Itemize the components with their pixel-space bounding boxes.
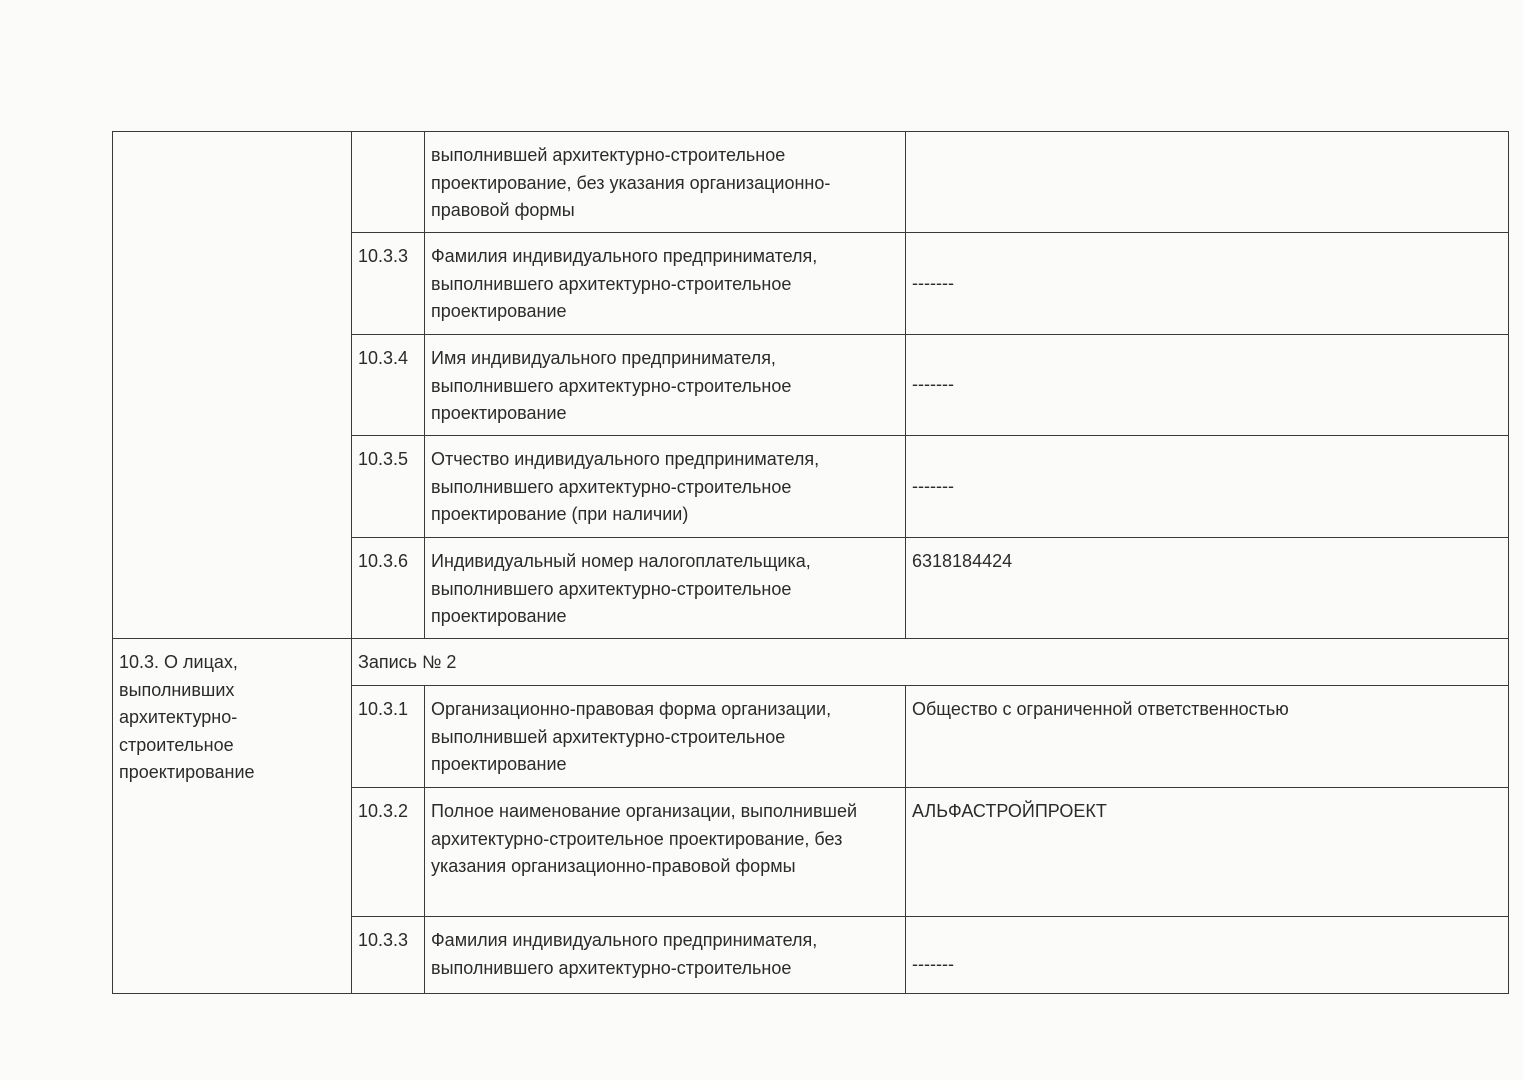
row-label: Организационно-правовая форма организации, выполнившей архитектурно-строительное проектирование	[425, 686, 906, 788]
row-value: Общество с ограниченной ответственностью	[906, 686, 1509, 788]
row-number: 10.3.3	[352, 917, 425, 994]
section-label: 10.3. О лицах, выполнивших архитектурно-строительное проектирование	[113, 639, 352, 994]
row-label: Индивидуальный номер налогоплательщика, выполнившего архитектурно-строительное проектирование	[425, 538, 906, 639]
row-number: 10.3.3	[352, 233, 425, 335]
row-label: Фамилия индивидуального предпринимателя, выполнившего архитектурно-строительное	[425, 917, 906, 994]
row-value: 6318184424	[906, 538, 1509, 639]
table-row	[113, 132, 1509, 233]
project-info-table	[112, 131, 1509, 994]
row-value: -------	[906, 917, 1509, 994]
row-value	[906, 132, 1509, 233]
row-label: выполнившей архитектурно-строительное проектирование, без указания организационно-правовой формы	[425, 132, 906, 233]
table-row	[113, 639, 1509, 686]
section-cell-empty	[113, 132, 352, 639]
row-number: 10.3.1	[352, 686, 425, 788]
row-value: -------	[906, 335, 1509, 436]
record-title: Запись № 2	[352, 639, 1509, 686]
row-value: АЛЬФАСТРОЙПРОЕКТ	[906, 788, 1509, 917]
row-number: 10.3.4	[352, 335, 425, 436]
row-label: Отчество индивидуального предпринимателя, выполнившего архитектурно-строительное проектирование (при наличии)	[425, 436, 906, 538]
row-value: -------	[906, 436, 1509, 538]
row-label: Имя индивидуального предпринимателя, выполнившего архитектурно-строительное проектирование	[425, 335, 906, 436]
row-number: 10.3.2	[352, 788, 425, 917]
row-number: 10.3.6	[352, 538, 425, 639]
row-label: Полное наименование организации, выполнившей архитектурно-строительное проектирование, без указания организационно-правовой формы	[425, 788, 906, 917]
row-number: 10.3.5	[352, 436, 425, 538]
row-number	[352, 132, 425, 233]
row-label: Фамилия индивидуального предпринимателя, выполнившего архитектурно-строительное проектирование	[425, 233, 906, 335]
row-value: -------	[906, 233, 1509, 335]
